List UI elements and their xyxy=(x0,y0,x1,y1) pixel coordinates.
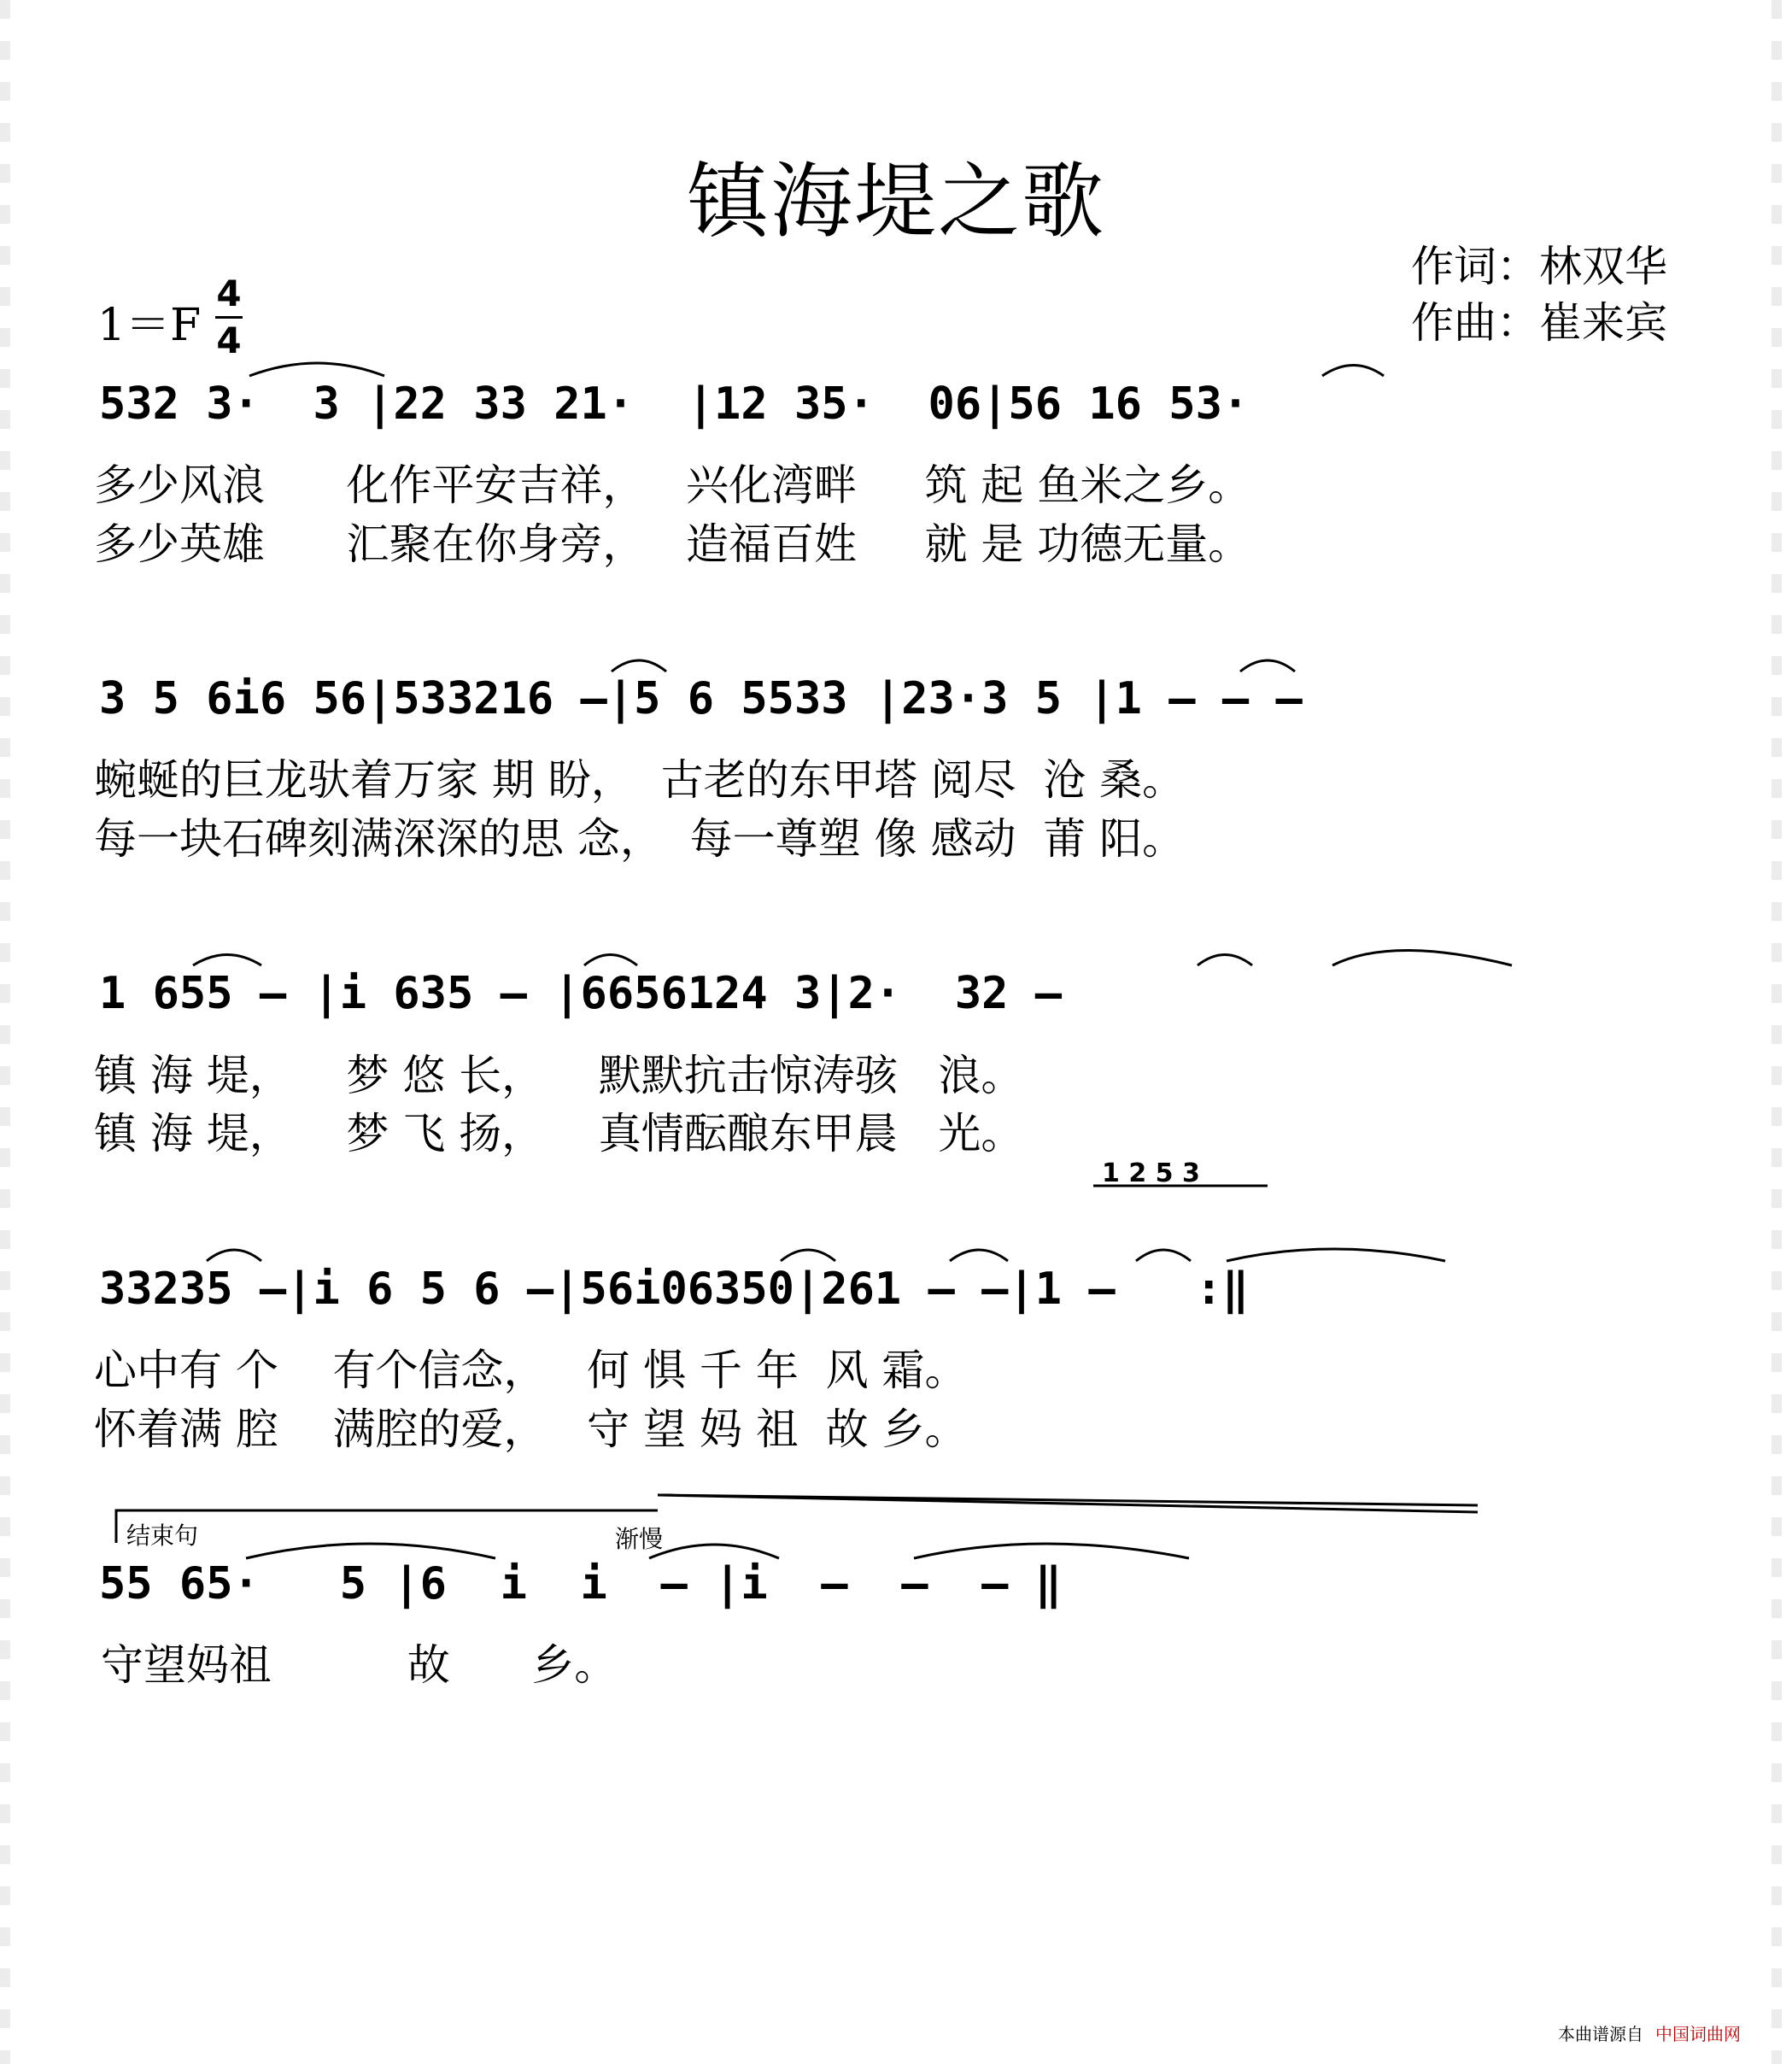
slur-mark xyxy=(249,363,384,376)
slur-mark xyxy=(246,1544,495,1558)
slur-mark xyxy=(1136,1250,1191,1261)
composer-credit: 作曲：崔来宾 xyxy=(1411,298,1667,348)
lyric-line-3-verse-1: 镇 海 堤， 梦 悠 长， 默默抗击惊涛骇 浪。 xyxy=(94,1051,1024,1100)
diminuendo-wedge xyxy=(658,1495,1478,1512)
footer-source: 本曲谱源自 xyxy=(1558,2024,1643,2044)
lyric-line-5: 守望妈祖 故 乡。 xyxy=(101,1640,618,1690)
lyric-line-2-verse-2: 每一块石碑刻满深深的思 念， 每一尊塑 像 感动 莆 阳。 xyxy=(94,814,1186,864)
slur-mark xyxy=(1198,955,1252,966)
slur-mark xyxy=(612,660,666,671)
notation-line-5: 55 65· 5 |6 i i – |i – – – ‖ xyxy=(99,1558,1063,1610)
lyric-line-1-verse-1: 多少风浪 化作平安吉祥， 兴化湾畔 筑 起 鱼米之乡。 xyxy=(94,460,1251,510)
alternate-notes: 1 2 5 3 xyxy=(1102,1158,1200,1188)
source-footer xyxy=(1558,2020,1741,2045)
slur-mark xyxy=(584,955,637,966)
slur-mark xyxy=(193,955,261,966)
notation-line-3: 1 655 – |i 635 – |6656124 3|2· 32 – xyxy=(99,968,1063,1019)
lyric-line-3-verse-2: 镇 海 堤， 梦 飞 扬， 真情酝酿东甲晨 光。 xyxy=(94,1109,1024,1158)
slur-mark xyxy=(914,1544,1189,1558)
slur-mark xyxy=(1240,660,1295,671)
key-signature: 1＝F xyxy=(97,300,202,351)
ending-bracket xyxy=(116,1510,658,1543)
slur-mark xyxy=(781,1250,835,1261)
lyric-line-1-verse-2: 多少英雄 汇聚在你身旁， 造福百姓 就 是 功德无量。 xyxy=(94,519,1251,569)
time-signature-top: 4 xyxy=(216,273,242,314)
notation-line-1: 532 3· 3 |22 33 21· |12 35· 06|56 16 53· xyxy=(99,378,1250,430)
lyric-line-4-verse-1: 心中有 个 有个信念， 何 惧 千 年 风 霜。 xyxy=(94,1346,968,1395)
slur-mark xyxy=(1332,951,1512,966)
notation-line-4: 33235 –|i 6 5 6 –|56i06350|261 – –|1 – :‖ xyxy=(99,1264,1250,1315)
lyric-line-4-verse-2: 怀着满 腔 满腔的爱， 守 望 妈 祖 故 乡。 xyxy=(94,1404,968,1454)
lyric-line-2-verse-1: 蜿蜒的巨龙驮着万家 期 盼， 古老的东甲塔 阅尽 沧 桑。 xyxy=(94,755,1186,805)
time-signature-bottom: 4 xyxy=(216,320,242,361)
slur-mark xyxy=(1322,366,1384,377)
notation-line-2: 3 5 6i6 56|533216 –|5 6 5533 |23·3 5 |1 – – – xyxy=(99,673,1303,724)
slur-mark xyxy=(1227,1249,1445,1261)
slur-mark xyxy=(207,1250,261,1261)
slur-mark xyxy=(649,1545,779,1558)
tempo-label: 渐慢 xyxy=(615,1525,664,1553)
song-title: 镇海堤之歌 xyxy=(687,154,1105,249)
lyricist-credit: 作词：林双华 xyxy=(1411,242,1667,291)
slur-mark xyxy=(950,1250,1008,1261)
footer-site-link[interactable]: 中国词曲网 xyxy=(1655,2024,1741,2044)
ending-label: 结束句 xyxy=(126,1522,199,1550)
